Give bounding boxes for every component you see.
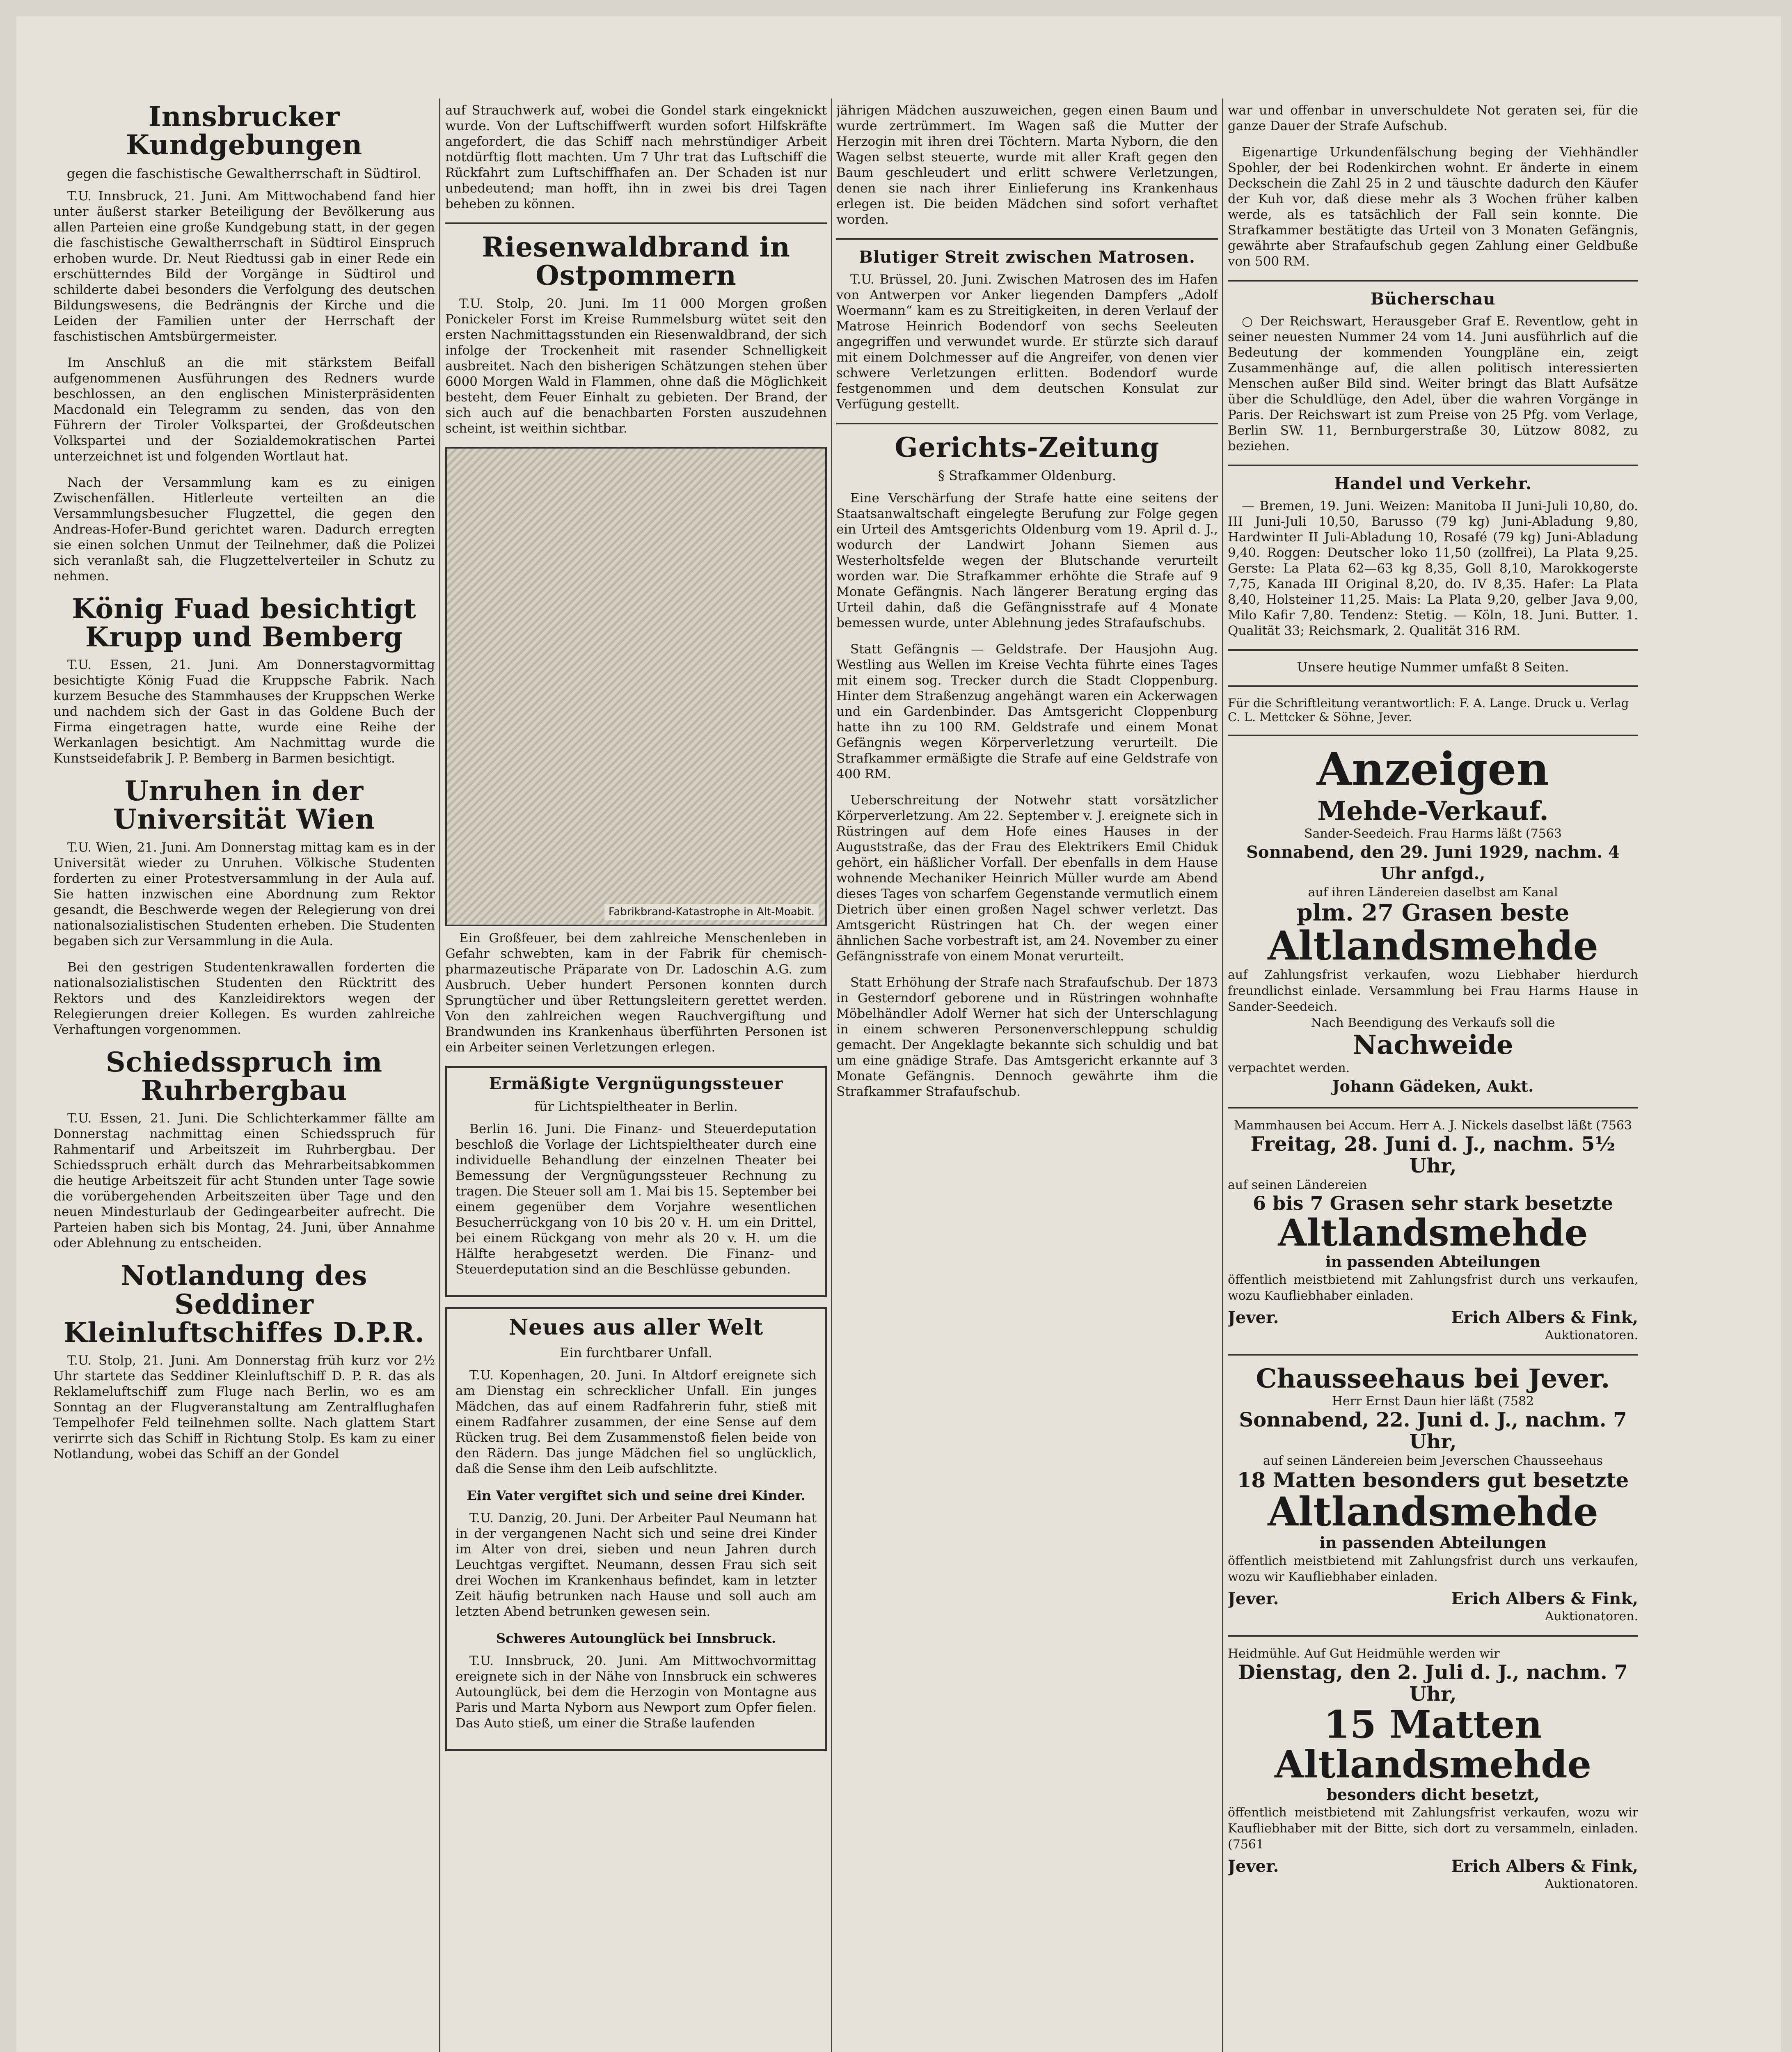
ad-text: Heidmühle. Auf Gut Heidmühle werden wir	[1228, 1646, 1500, 1661]
article-paragraph: Statt Erhöhung der Strafe nach Strafaufschub. Der 1873 in Gesterndorf geborene und in Rüstringen wohnhafte Möbelhändler Adolf Werner hat sich der Unterschlagung in einem schweren Personenverschleppung schuldig gemacht. Der Angeklagte bekannte sich schuldig und bat um eine gnädige Strafe. Das Amtsgericht erkannte auf 3 Monate Gefängnis. Dennoch gewährte ihm die Strafkammer Strafaufschub.	[836, 975, 1218, 1099]
ad-big-text: Altlandsmehde	[1268, 1488, 1598, 1535]
headline: Schiedsspruch im Ruhrbergbau	[105, 1046, 383, 1107]
divider	[1228, 685, 1638, 687]
ad-quantity: plm. 27 Grasen beste	[1296, 899, 1570, 926]
divider	[1228, 465, 1638, 466]
article-paragraph: T.U. Innsbruck, 21. Juni. Am Mittwochabend fand hier unter äußerst starker Beteiligung der Bevölkerung aus allen Parteien eine große Kundgebung statt, in der gegen die faschistische Gewaltherrschaft in Südtirol Einspruch erhoben wurde. Dr. Neut Riedtussi gab in einer Rede ein erschütterndes Bild der Vorgänge in Südtirol und schilderte dabei besonders die Verfolgung des deutschen Bildungswesens, die Bedrängnis der Kirche und die Leiden der Familien unter der Herrschaft der faschistischen Amtsbürgermeister.	[53, 188, 435, 344]
classified-ad	[1228, 1646, 1638, 1892]
ad-place: Jever.	[1228, 1856, 1279, 1876]
headline: Ermäßigte Vergnügungssteuer	[489, 1074, 783, 1093]
divider	[1228, 1635, 1638, 1637]
classified-ad	[1228, 1365, 1638, 1624]
ad-code: (7563	[1525, 826, 1562, 841]
classified-ad	[1228, 1118, 1638, 1343]
ad-text: auf ihren Ländereien daselbst am Kanal	[1308, 885, 1558, 900]
ad-line: Sander-Seedeich. Frau Harms läßt	[1304, 826, 1522, 841]
headline: Unruhen in der Universität Wien	[113, 775, 375, 836]
headline: König Fuad besichtigt Krupp und Bemberg	[72, 592, 417, 653]
ad-code: (7582	[1498, 1394, 1534, 1408]
divider	[1228, 1354, 1638, 1356]
ad-text: verpachtet werden.	[1228, 1060, 1350, 1075]
ad-text: öffentlich meistbietend mit Zahlungsfrist durch uns verkaufen, wozu wir Kaufliebhaber einladen.	[1228, 1553, 1638, 1584]
photo-caption: Fabrikbrand-Katastrophe in Alt-Moabit.	[604, 904, 819, 920]
headline: Bücherschau	[1370, 289, 1496, 309]
ad-role: Auktionatoren.	[1545, 1609, 1638, 1624]
article-paragraph: T.U. Essen, 21. Juni. Am Donnerstagvormittag besichtigte König Fuad die Kruppsche Fabrik. Nach kurzem Besuche des Stammhauses der Kruppschen Werke und nachdem sich der Gast in das Goldene Buch der Firma eingetragen hatte, wurde eine Reihe der Werkanlagen besichtigt. Am Nachmittag wurde die Kunstseidefabrik J. P. Bemberg in Barmen besichtigt.	[53, 657, 435, 766]
ad-big-text: Altlandsmehde	[1268, 923, 1598, 969]
ad-text: in passenden Abteilungen	[1319, 1533, 1547, 1552]
headline: Innsbrucker Kundgebungen	[126, 103, 363, 161]
column-4	[1228, 103, 1638, 2052]
article-paragraph: Eine Verschärfung der Strafe hatte eine seitens der Staatsanwaltschaft eingelegte Berufung zur Folge gegen ein Urteil des Amtsgerichts Oldenburg vom 19. April d. J., wodurch der Landwirt Johann Siemen aus Westerholtsfelde wegen der Blutschande verurteilt worden war. Die Strafkammer erhöhte die Strafe auf 9 Monate Gefängnis. Nach längerer Beratung erging das Urteil dahin, daß die Gefängnisstrafe auf 4 Monate bemessen wurde, unter Ablehnung jedes Strafaufschubs.	[836, 491, 1218, 631]
ad-signature-row	[1228, 1589, 1638, 1608]
divider	[836, 423, 1218, 424]
article-paragraph: auf Strauchwerk auf, wobei die Gondel stark eingeknickt wurde. Von der Luftschiffwerft wurden sofort Hilfskräfte angefordert, die das Schiff nach mehrstündiger Arbeit notdürftig flott machten. Um 7 Uhr trat das Luftschiff die Rückfahrt zum Luftschiffhafen an. Der Schaden ist nur unbedeutend; man hofft, ihn in zwei bis drei Tagen beheben zu können.	[445, 103, 827, 211]
market-report: — Bremen, 19. Juni. Weizen: Manitoba II Juni-Juli 10,80, do. III Juni-Juli 10,50, Barusso (79 kg) Juni-Abladung 9,80, Hardwinter II Juli-Abladung 10, Rosafé (79 kg) Juni-Abladung 9,40. Roggen: Deutscher loko 11,50 (zollfrei), La Plata 9,25. Gerste: La Plata 62—63 kg 8,35, Goll 8,10, Marokkogerste 7,75, Kanada III Original 8,20, do. IV 8,35. Hafer: La Plata 8,40, Holsteiner 11,25. Mais: La Plata 9,20, gelber Java 9,00, Milo Kafir 7,80. Tendenz: Stetig. — Köln, 18. Juni. Butter. 1. Qualität 33; Reichsmark, 2. Qualität 316 RM.	[1228, 499, 1638, 638]
headline: Notlandung des Seddiner Kleinluftschiffes D.P.R.	[63, 1260, 425, 1349]
article-paragraph: Nach der Versammlung kam es zu einigen Zwischenfällen. Hitlerleute verteilten an die Versammlungsbesucher Flugzettel, die gegen den Andreas-Hofer-Bund gerichtet waren. Dadurch erregten sie einen solchen Unmut der Teilnehmer, daß die Polizei sich veranlaßt sah, die Flugzettelverteiler in Schutz zu nehmen.	[53, 475, 435, 584]
divider	[1228, 649, 1638, 651]
article-paragraph: ○ Der Reichswart, Herausgeber Graf E. Reventlow, geht in seiner neuesten Nummer 24 vom 14. Juni ausführlich auf die Bedeutung der kommenden Youngpläne ein, zeigt Zusammenhänge auf, die allen politisch interessierten Menschen außer Bild sind. Weiter bringt das Blatt Aufsätze über die Schuldlüge, den Adel, über die wahren Vorgänge in Paris. Der Reichswart ist zum Preise von 25 Pfg. vom Verlage, Berlin SW. 11, Bernburgerstraße 30, Lützow 8082, zu beziehen.	[1228, 314, 1638, 453]
boxed-article	[445, 1307, 827, 1752]
ad-signature-row	[1228, 1308, 1638, 1327]
headline: Gerichts-Zeitung	[895, 431, 1160, 463]
article-paragraph: T.U. Wien, 21. Juni. Am Donnerstag mittag kam es in der Universität wieder zu Unruhen. Völkische Studenten forderten zu einer Protestversammlung in der Aula auf. Sie hatten inzwischen eine Abordnung zum Rektor gesandt, die Beschwerde wegen der Relegierung von drei nationalsozialistischen Studenten erheben. Die Studenten begaben sich zur Versammlung in die Aula.	[53, 840, 435, 948]
column-rule	[831, 98, 832, 2052]
ad-line: Mammhausen bei Accum. Herr A. J. Nickels daselbst läßt	[1234, 1118, 1592, 1133]
ad-date: Sonnabend, 22. Juni d. J., nachm. 7 Uhr,	[1239, 1408, 1627, 1453]
column-1	[53, 103, 435, 2052]
page-count-note: Unsere heutige Nummer umfaßt 8 Seiten.	[1297, 660, 1569, 675]
article-paragraph: Im Anschluß an die mit stärkstem Beifall aufgenommenen Ausführungen des Redners wurde beschlossen, an den englischen Ministerpräsidenten Macdonald ein Telegramm zu senden, das von den Führern der Tiroler Volkspartei, der Großdeutschen Volkspartei und der Sozialdemokratischen Partei unterzeichnet ist und folgenden Wortlaut hat.	[53, 355, 435, 464]
ad-text: auf Zahlungsfrist verkaufen, wozu Liebhaber hierdurch freundlichst einlade. Versammlung bei Frau Harms Hause in Sander-Seedeich.	[1228, 968, 1638, 1015]
ad-code: (7561	[1228, 1837, 1264, 1852]
ads-title	[1228, 742, 1638, 795]
headline: Riesenwaldbrand in Ostpommern	[482, 231, 790, 292]
ad-text: auf seinen Ländereien beim Jeverschen Chausseehaus	[1263, 1453, 1603, 1468]
ad-place: Jever.	[1228, 1589, 1279, 1608]
subheadline: gegen die faschistische Gewaltherrschaft in Südtirol.	[66, 165, 422, 181]
divider	[445, 222, 827, 224]
article-paragraph: Bei den gestrigen Studentenkrawallen forderten die nationalsozialistischen Studenten den Rücktritt des Rektors und des Kanzleidirektors wegen der Relegierungen dreier Kollegen. Es wurden zahlreiche Verhaftungen vorgenommen.	[53, 960, 435, 1037]
article-paragraph: Statt Gefängnis — Geldstrafe. Der Hausjohn Aug. Westling aus Wellen im Kreise Vechta führte eines Tages mit einem sog. Trecker durch die Stadt Cloppenburg. Hinter dem Straßenzug angehängt waren ein Ackerwagen und ein Gardenbinder. Das Amtsgericht Cloppenburg hatte ihn zu 100 RM. Geldstrafe und einem Monat Gefängnis wegen Körperverletzung verurteilt. Die Strafkammer ermäßigte die Strafe auf eine Geldstrafe von 400 RM.	[836, 642, 1218, 782]
divider	[1228, 735, 1638, 736]
classified-ad	[1228, 797, 1638, 1097]
article-paragraph: Berlin 16. Juni. Die Finanz- und Steuerdeputation beschloß die Vorlage der Lichtspieltheater durch eine individuelle Behandlung der einzelnen Theater bei Bemessung der Vergnügungssteuer Rechnung zu tragen. Die Steuer soll am 1. Mai bis 15. September bei einem gegenüber dem Vorjahre wesentlichen Besucherrückgang von 10 bis 20 v. H. um ein Drittel, bei einem Rückgang von mehr als 20 v. H. um die Hälfte herabgesetzt werden. Die Finanz- und Steuerdeputation sind an die Beschlüsse gebunden.	[455, 1121, 817, 1277]
subheadline: Schweres Autounglück bei Innsbruck.	[496, 1631, 776, 1647]
ad-place: Jever.	[1228, 1308, 1279, 1327]
ad-big-text: Altlandsmehde	[1278, 1211, 1588, 1255]
boxed-article	[445, 1066, 827, 1297]
ad-date: Sonnabend, den 29. Juni 1929, nachm. 4 Uhr anfgd.,	[1246, 842, 1620, 883]
article-paragraph: T.U. Kopenhagen, 20. Juni. In Altdorf ereignete sich am Dienstag ein schrecklicher Unfall. Ein junges Mädchen, das auf einem Radfahrerin fuhr, stieß mit einem Radfahrer zusammen, der eine Sense auf dem Rücken trug. Bei dem Zusammenstoß fielen beide von den Rädern. Das junge Mädchen fiel so unglücklich, daß die Sense ihm den Leib aufschlitzte.	[455, 1368, 817, 1477]
ad-text: öffentlich meistbietend mit Zahlungsfrist durch uns verkaufen, wozu Kaufliebhaber einladen.	[1228, 1272, 1638, 1303]
ad-text	[1228, 826, 1638, 842]
column-3	[836, 103, 1218, 2052]
ad-text	[1228, 1118, 1638, 1134]
article-paragraph: T.U. Stolp, 20. Juni. Im 11 000 Morgen großen Ponickeler Forst im Kreise Rummelsburg wütet seit den ersten Nachmittagsstunden ein Riesenwaldbrand, der sich infolge der Trockenheit mit rasender Schnelligkeit ausbreitet. Nach den bisherigen Schätzungen stehen über 6000 Morgen Wald in Flammen, ohne daß die Möglichkeit besteht, dem Feuer Einhalt zu gebieten. Der Brand, der sich auch auf die benachbarten Forsten auszudehnen scheint, ist weithin sichtbar.	[445, 296, 827, 436]
subheadline: § Strafkammer Oldenburg.	[938, 468, 1117, 484]
ad-text: auf seinen Ländereien	[1228, 1177, 1367, 1192]
ad-auctioneers: Erich Albers & Fink,	[1451, 1589, 1638, 1608]
article-paragraph: T.U. Essen, 21. Juni. Die Schlichterkammer fällte am Donnerstag nachmittag einen Schiedsspruch für Rahmentarif und Arbeitszeit im Ruhrbergbau. Der Schiedsspruch erhält durch das Mehrarbeitsabkommen die heutige Arbeitszeit für acht Stunden unter Tage sowie die vorübergehenden Arbeitszeiten über Tage und den neuen Mindesturlaub der Gedingearbeiter aufrecht. Die Parteien haben sich bis Montag, 24. Juni, über Annahme oder Ablehnung zu entscheiden.	[53, 1111, 435, 1251]
ad-line: Herr Ernst Daun hier läßt	[1332, 1394, 1494, 1408]
ad-headline: Chausseehaus bei Jever.	[1256, 1363, 1610, 1394]
ad-text: in passenden Abteilungen	[1325, 1253, 1540, 1271]
ad-auctioneers: Erich Albers & Fink,	[1451, 1308, 1638, 1327]
ad-signature-row	[1228, 1857, 1638, 1876]
news-photo	[445, 447, 827, 926]
article-paragraph: war und offenbar in unverschuldete Not geraten sei, für die ganze Dauer der Strafe Aufschub.	[1228, 103, 1638, 133]
subheadline: Ein furchtbarer Unfall.	[560, 1345, 712, 1361]
article-paragraph: Ueberschreitung der Notwehr statt vorsätzlicher Körperverletzung. Am 22. September v. J. ereignete sich in Rüstringen auf dem Hofe eines Hauses in der Auguststraße, das der Frau des Elektrikers Emil Chiduk gehört, ein häßlicher Vorfall. Der ebenfalls in dem Hause wohnende Mechaniker Heinrich Müller wurde am Abend dieses Tages von scharfem Gegenstande vermutlich einem Dietrich über einen großen Nagel schwer verletzt. Das Amtsgericht Rüstringen hat Ch. der wegen einer ähnlichen Sache vorbestraft ist, am 24. November zu einer Gefängnisstrafe von einem Monat verurteilt.	[836, 793, 1218, 964]
subheadline: für Lichtspieltheater in Berlin.	[534, 1098, 738, 1114]
imprint: Für die Schriftleitung verantwortlich: F. A. Lange. Druck u. Verlag C. L. Mettcker & Söhne, Jever.	[1228, 696, 1629, 724]
ad-role: Auktionatoren.	[1545, 1328, 1638, 1342]
column-rule	[439, 98, 440, 2052]
column-rule	[1222, 98, 1223, 2052]
divider	[1228, 280, 1638, 282]
article-paragraph: jährigen Mädchen auszuweichen, gegen einen Baum und wurde zertrümmert. Im Wagen saß die Mutter der Herzogin mit ihren drei Töchtern. Marta Nyborn, die den Wagen selbst steuerte, wurde mit aller Kraft gegen den Baum geschleudert und erlitt schwere Verletzungen, denen sie nach ihrer Einlieferung ins Krankenhaus erlegen ist. Die beiden Mädchen sind sofort verhaftet worden.	[836, 103, 1218, 227]
ad-text: Nach Beendigung des Verkaufs soll die	[1311, 1016, 1555, 1031]
ad-headline: Mehde-Verkauf.	[1317, 795, 1549, 827]
ad-text: besonders dicht besetzt,	[1326, 1785, 1540, 1804]
ad-text	[1228, 1393, 1638, 1409]
article-paragraph: T.U. Brüssel, 20. Juni. Zwischen Matrosen des im Hafen von Antwerpen vor Anker liegenden Dampfers „Adolf Woermann“ kam es zu Streitigkeiten, in deren Verlauf der Matrose Heinrich Bodendorf von sechs Seeleuten angegriffen und verwundet wurde. Er stürzte sich darauf mit einem Dolchmesser auf die Angreifer, von denen vier schwere Verletzungen erlitten. Bodendorf wurde festgenommen und dem deutschen Konsulat zur Verfügung gestellt.	[836, 272, 1218, 412]
ad-signature: Johann Gädeken, Aukt.	[1332, 1076, 1534, 1095]
ad-date: Freitag, 28. Juni d. J., nachm. 5½ Uhr,	[1250, 1133, 1616, 1177]
ad-terms: öffentlich meistbietend mit Zahlungsfrist verkaufen, wozu wir Kaufliebhaber mit der Bitte, sich dort zu versammeln, einladen.	[1228, 1805, 1638, 1836]
newspaper-page	[16, 16, 1781, 2052]
ad-code: (7563	[1596, 1118, 1632, 1133]
article-paragraph: T.U. Stolp, 21. Juni. Am Donnerstag früh kurz vor 2½ Uhr startete das Seddiner Kleinluftschiff D. P. R. das als Reklameluftschiff zum Fluge nach Berlin, wo es am Sonntag an der Flugveranstaltung am Zentralflughafen Tempelhofer Feld teilnehmen sollte. Nach glattem Start verirrte sich das Schiff in Richtung Stolp. Es kam zu einer Notlandung, wobei das Schiff an der Gondel	[53, 1353, 435, 1462]
ad-text	[1228, 1805, 1638, 1853]
article-paragraph: T.U. Danzig, 20. Juni. Der Arbeiter Paul Neumann hat in der vergangenen Nacht sich und seine drei Kinder im Alter von drei, sieben und neun Jahren durch Leuchtgas vergiftet. Neumann, dessen Frau sich seit drei Wochen im Krankenhaus befindet, kam in letzter Zeit häufig betrunken nach Hause und soll auch am letzten Abend betrunken gewesen sein.	[455, 1511, 817, 1619]
subheadline: Ein Vater vergiftet sich und seine drei Kinder.	[467, 1488, 806, 1504]
ad-date: Dienstag, den 2. Juli d. J., nachm. 7 Uhr,	[1238, 1660, 1628, 1706]
ad-quantity: 18 Matten besonders gut besetzte	[1237, 1468, 1629, 1492]
headline: Handel und Verkehr.	[1334, 474, 1532, 493]
ad-auctioneers: Erich Albers & Fink,	[1451, 1856, 1638, 1876]
column-2	[445, 103, 827, 2052]
article-paragraph: Eigenartige Urkundenfälschung beging der Viehhändler Spohler, der bei Rodenkirchen wohnt. Er änderte in einem Deckschein die Zahl 25 in 2 und täuschte dadurch den Käufer der Kuh vor, daß diese mehr als 3 Wochen früher kalben werde, als es tatsächlich der Fall sein konnte. Die Strafkammer bestätigte das Urteil von 3 Monaten Gefängnis, gewährte aber Strafaufschub gegen Zahlung einer Geldbuße von 500 RM.	[1228, 145, 1638, 269]
ads-title-text: Anzeigen	[1316, 742, 1549, 795]
ad-big-text: 15 Matten Altlandsmehde	[1274, 1702, 1592, 1786]
ad-quantity: 6 bis 7 Grasen sehr stark besetzte	[1253, 1192, 1613, 1214]
photo-text: Ein Großfeuer, bei dem zahlreiche Menschenleben in Gefahr schwebten, kam in der Fabrik für chemisch-pharmazeutische Präparate von Dr. Ladoschin A.G. zum Ausbruch. Ueber hundert Personen konnten durch Sprungtücher und über Rettungsleitern gerettet werden. Von den zahlreichen wegen Rauchvergiftung und Brandwunden ins Krankenhaus überführten Personen ist ein Arbeiter seinen Verletzungen erlegen.	[445, 930, 827, 1055]
divider	[836, 238, 1218, 240]
ad-role: Auktionatoren.	[1545, 1876, 1638, 1891]
divider	[1228, 1107, 1638, 1108]
headline: Blutiger Streit zwischen Matrosen.	[859, 247, 1195, 267]
headline: Neues aus aller Welt	[508, 1315, 764, 1340]
ad-big-text: Nachweide	[1353, 1030, 1513, 1061]
article-paragraph: T.U. Innsbruck, 20. Juni. Am Mittwochvormittag ereignete sich in der Nähe von Innsbruck ein schweres Autounglück, bei dem die Herzogin von Montagne aus Paris und Marta Nyborn aus Newport zum Opfer fielen. Das Auto stieß, um einer die Straße laufenden	[455, 1654, 817, 1731]
